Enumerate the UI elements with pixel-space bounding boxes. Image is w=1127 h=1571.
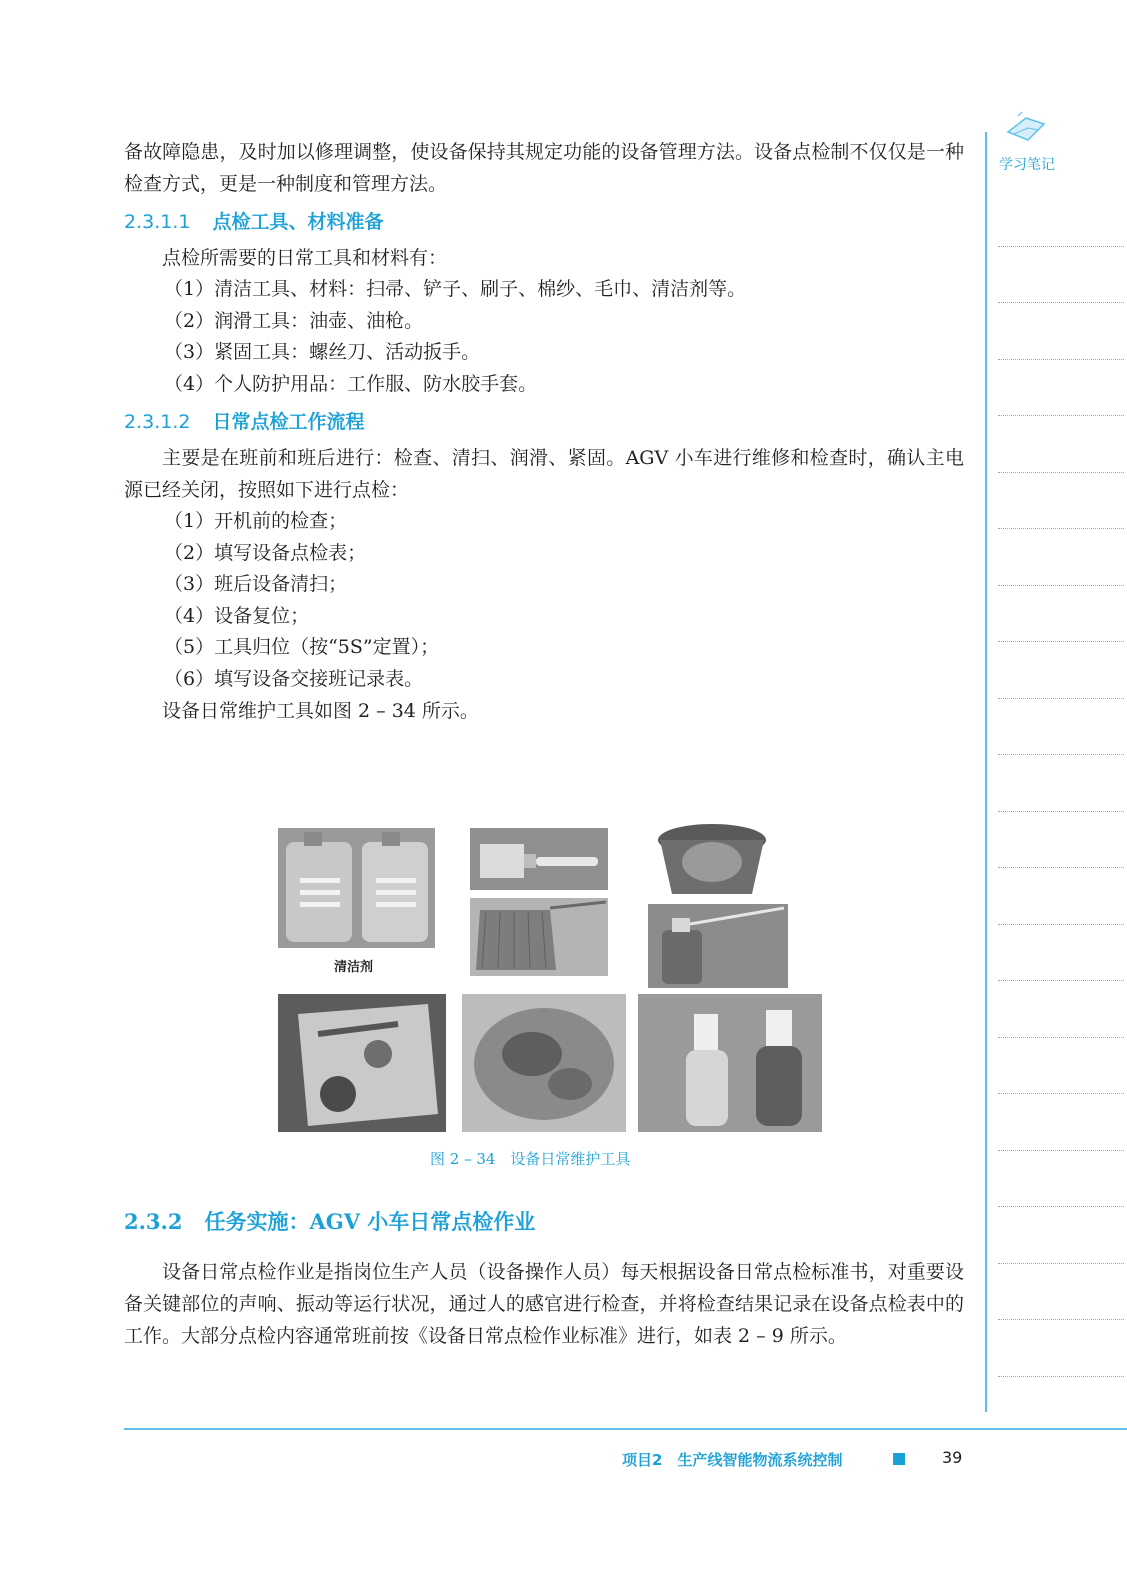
photo-bucket — [654, 822, 770, 898]
list-item: （2）填写设备点检表； — [164, 541, 367, 564]
list-item: （6）填写设备交接班记录表。 — [164, 667, 424, 690]
list-item: （4）个人防护用品：工作服、防水胶手套。 — [164, 372, 538, 395]
note-line — [998, 1150, 1124, 1151]
list-item: （3）紧固工具：螺丝刀、活动扳手。 — [164, 341, 481, 363]
list-item: （1）清洁工具、材料：扫帚、铲子、刷子、棉纱、毛巾、清洁剂等。 — [164, 278, 747, 300]
footer-square-icon — [893, 1453, 905, 1465]
section-heading-2-3-1-2 — [124, 404, 964, 440]
note-line — [998, 980, 1124, 981]
note-line — [998, 472, 1124, 473]
section-body: 设备日常点检作业是指岗位生产人员（设备操作人员）每天根据设备日常点检标准书，对重要设备关键部位的声响、振动等运行状况，通过人的感官进行检查，并将检查结果记录在设备点检表中的工作。大部分点检内容通常班前按《设备日常点检作业标准》进行，如表 2 – 9 所示。 — [124, 1261, 964, 1347]
intro-paragraph: 备故障隐患，及时加以修理调整，使设备保持其规定功能的设备管理方法。设备点检制不仅仅是一种检查方式，更是一种制度和管理方法。 — [124, 141, 964, 195]
note-line — [998, 867, 1124, 868]
photo-cotton-yarn — [462, 994, 626, 1132]
note-line — [998, 359, 1124, 360]
note-line — [998, 246, 1124, 247]
note-line — [998, 924, 1124, 925]
note-line — [998, 754, 1124, 755]
main-content — [124, 136, 964, 727]
note-line — [998, 1263, 1124, 1264]
note-line — [998, 302, 1124, 303]
photo-detergent — [278, 828, 435, 948]
photo-broom — [470, 898, 608, 976]
notes-divider — [985, 132, 987, 1412]
figure-caption: 图 2 – 34 设备日常维护工具 — [430, 1150, 631, 1168]
photo-spray-bottles — [638, 994, 822, 1132]
note-line — [998, 1037, 1124, 1038]
section-lead: 点检所需要的日常工具和材料有： — [162, 247, 448, 269]
section-number: 2.3.1.2 — [124, 411, 191, 433]
note-line — [998, 1206, 1124, 1207]
note-line — [998, 528, 1124, 529]
section-number: 2.3.1.1 — [124, 211, 191, 233]
section-title: 点检工具、材料准备 — [212, 211, 384, 233]
section-heading-2-3-2 — [124, 1206, 964, 1236]
page-number: 39 — [942, 1448, 963, 1467]
note-line — [998, 415, 1124, 416]
note-line — [998, 1376, 1124, 1377]
section-heading-2-3-1-1 — [124, 204, 964, 240]
list-item: （2）润滑工具：油壶、油枪。 — [164, 309, 424, 332]
note-line — [998, 698, 1124, 699]
list-item: （1）开机前的检查； — [164, 510, 348, 532]
figure-reference: 设备日常维护工具如图 2 – 34 所示。 — [162, 700, 479, 722]
section-2-3-2 — [124, 1206, 964, 1352]
section-lead: 主要是在班前和班后进行：检查、清扫、润滑、紧固。AGV 小车进行维修和检查时，确认主电源已经关闭，按照如下进行点检： — [124, 447, 964, 501]
footer-divider — [124, 1428, 1127, 1430]
photo-oil-can — [648, 904, 788, 988]
notes-logo-icon — [1004, 110, 1048, 146]
list-item: （4）设备复位； — [164, 604, 310, 627]
list-item: （5）工具归位（按“5S”定置）； — [164, 636, 440, 658]
list-item: （3）班后设备清扫； — [164, 573, 348, 595]
notes-title: 学习笔记 — [999, 157, 1055, 173]
photo-label-detergent: 清洁剂 — [334, 960, 374, 975]
section-title: 日常点检工作流程 — [212, 411, 365, 433]
note-line — [998, 1319, 1124, 1320]
photo-cloth — [278, 994, 446, 1132]
footer-chapter-title: 项目2 生产线智能物流系统控制 — [622, 1451, 843, 1469]
note-line — [998, 585, 1124, 586]
section-title: 任务实施：AGV 小车日常点检作业 — [204, 1209, 536, 1234]
photo-brush — [470, 828, 608, 890]
section-number: 2.3.2 — [124, 1209, 183, 1234]
figure-maintenance-tools — [276, 822, 824, 1134]
note-line — [998, 641, 1124, 642]
note-line — [998, 811, 1124, 812]
note-line — [998, 1093, 1124, 1094]
